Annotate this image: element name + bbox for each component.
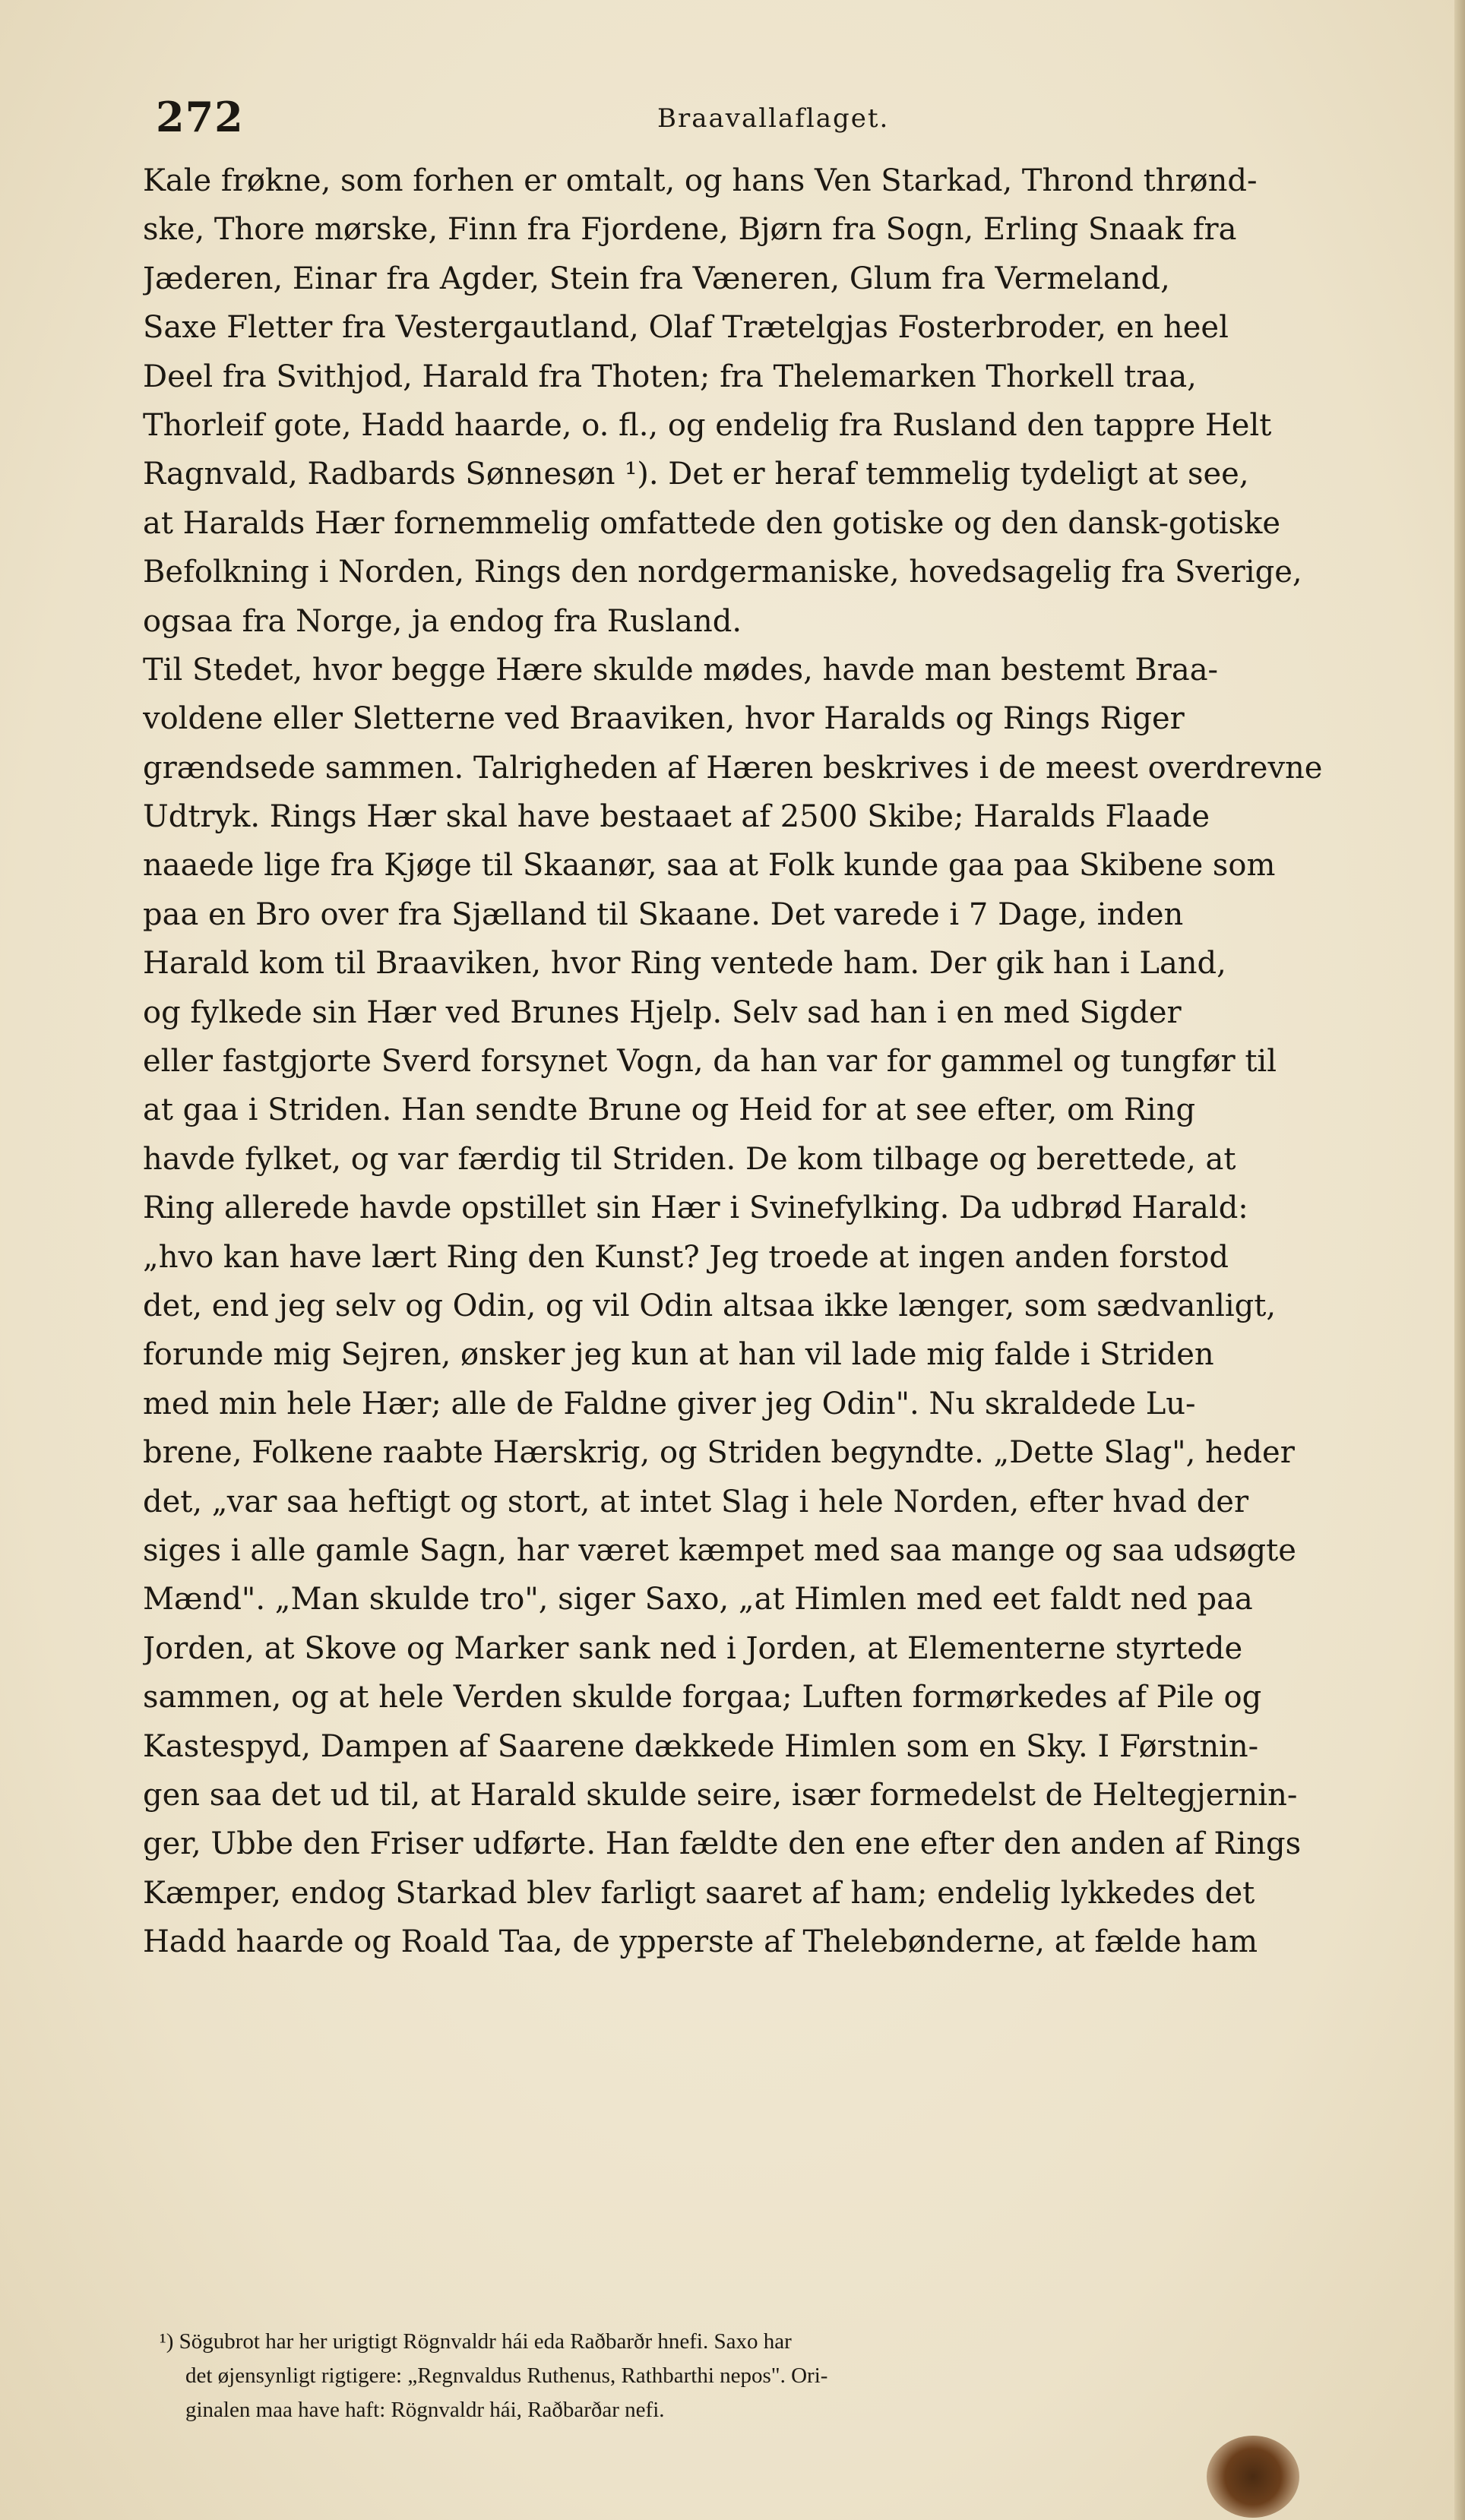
footnotes — [160, 2325, 1406, 2427]
text-line: grændsede sammen. Talrigheden af Hæren beskrives i de meest overdrevne — [143, 750, 1323, 786]
page-header — [156, 93, 1455, 146]
running-title: Braavallaflaget. — [657, 103, 890, 134]
text-line: paa en Bro over fra Sjælland til Skaane. Det varede i 7 Dage, inden — [143, 896, 1184, 932]
text-line: gen saa det ud til, at Harald skulde seire, især formedelst de Heltegjernin- — [143, 1777, 1298, 1813]
page-number: 272 — [156, 93, 244, 141]
text-line: havde fylket, og var færdig til Striden. De kom tilbage og berettede, at — [143, 1141, 1236, 1177]
text-line: Udtryk. Rings Hær skal have bestaaet af 2500 Skibe; Haralds Flaade — [143, 799, 1210, 835]
body-text — [143, 157, 1413, 1966]
text-line: Mænd". „Man skulde tro", siger Saxo, „at Himlen med eet faldt ned paa — [143, 1582, 1253, 1617]
text-line: det, „var saa heftigt og stort, at intet Slag i hele Norden, efter hvad der — [143, 1484, 1249, 1519]
text-line: Kastespyd, Dampen af Saarene dækkede Himlen som en Sky. I Førstnin- — [143, 1728, 1259, 1764]
text-line: siges i alle gamle Sagn, har været kæmpet med saa mange og saa udsøgte — [143, 1532, 1296, 1568]
text-line: Deel fra Svithjod, Harald fra Thoten; fra Thelemarken Thorkell traa, — [143, 359, 1197, 394]
text-line: Befolkning i Norden, Rings den nordgermaniske, hovedsagelig fra Sverige, — [143, 555, 1302, 590]
text-line: Til Stedet, hvor begge Hære skulde mødes, havde man bestemt Braa- — [143, 652, 1219, 688]
text-line: med min hele Hær; alle de Faldne giver jeg Odin". Nu skraldede Lu- — [143, 1386, 1196, 1421]
footnote-line: det øjensynligt rigtigere: „Regnvaldus Ruthenus, Rathbarthi nepos". Ori- — [185, 2363, 828, 2388]
text-line: „hvo kan have lært Ring den Kunst? Jeg troede at ingen anden forstod — [143, 1239, 1229, 1275]
footnote-line: ginalen maa have haft: Rögnvaldr hái, Raðbarðar nefi. — [185, 2398, 665, 2422]
footnote-line: ¹) Sögubrot har her urigtigt Rögnvaldr hái eda Raðbarðr hnefi. Saxo har — [160, 2329, 792, 2354]
text-line: sammen, og at hele Verden skulde forgaa; Luften formørkedes af Pile og — [143, 1680, 1262, 1715]
text-line: Jæderen, Einar fra Agder, Stein fra Væneren, Glum fra Vermeland, — [143, 261, 1170, 296]
text-line: voldene eller Sletterne ved Braaviken, hvor Haralds og Rings Riger — [143, 701, 1185, 737]
text-line: ske, Thore mørske, Finn fra Fjordene, Bjørn fra Sogn, Erling Snaak fra — [143, 212, 1237, 248]
text-line: ogsaa fra Norge, ja endog fra Rusland. — [143, 603, 742, 639]
text-line: det, end jeg selv og Odin, og vil Odin altsaa ikke længer, som sædvanligt, — [143, 1288, 1277, 1323]
text-line: Thorleif gote, Hadd haarde, o. fl., og endelig fra Rusland den tappre Helt — [143, 407, 1272, 443]
text-line: og fylkede sin Hær ved Brunes Hjelp. Selv sad han i en med Sigder — [143, 994, 1182, 1030]
text-line: Kale frøkne, som forhen er omtalt, og hans Ven Starkad, Thrond thrønd- — [143, 163, 1258, 198]
text-line: Hadd haarde og Roald Taa, de ypperste af Thelebønderne, at fælde ham — [143, 1924, 1258, 1960]
page-edge — [1454, 0, 1465, 2520]
text-line: Jorden, at Skove og Marker sank ned i Jorden, at Elementerne styrtede — [143, 1630, 1243, 1666]
ink-stain — [1207, 2436, 1299, 2518]
text-line: Kæmper, endog Starkad blev farligt saaret af ham; endelig lykkedes det — [143, 1875, 1255, 1911]
text-line: naaede lige fra Kjøge til Skaanør, saa at Folk kunde gaa paa Skibene som — [143, 848, 1276, 884]
text-line: Harald kom til Braaviken, hvor Ring ventede ham. Der gik han i Land, — [143, 946, 1226, 982]
text-line: eller fastgjorte Sverd forsynet Vogn, da han var for gammel og tungfør til — [143, 1044, 1277, 1080]
text-line: at Haralds Hær fornemmelig omfattede den gotiske og den dansk-gotiske — [143, 505, 1281, 541]
text-line: brene, Folkene raabte Hærskrig, og Striden begyndte. „Dette Slag", heder — [143, 1435, 1295, 1471]
text-line: Ragnvald, Radbards Sønnesøn ¹). Det er heraf temmelig tydeligt at see, — [143, 457, 1249, 492]
text-line: at gaa i Striden. Han sendte Brune og Heid for at see efter, om Ring — [143, 1092, 1196, 1128]
text-line: Saxe Fletter fra Vestergautland, Olaf Trætelgjas Fosterbroder, en heel — [143, 310, 1229, 346]
text-line: Ring allerede havde opstillet sin Hær i Svinefylking. Da udbrød Harald: — [143, 1190, 1248, 1226]
text-line: ger, Ubbe den Friser udførte. Han fældte den ene efter den anden af Rings — [143, 1826, 1302, 1862]
text-line: forunde mig Sejren, ønsker jeg kun at han vil lade mig falde i Striden — [143, 1337, 1214, 1373]
